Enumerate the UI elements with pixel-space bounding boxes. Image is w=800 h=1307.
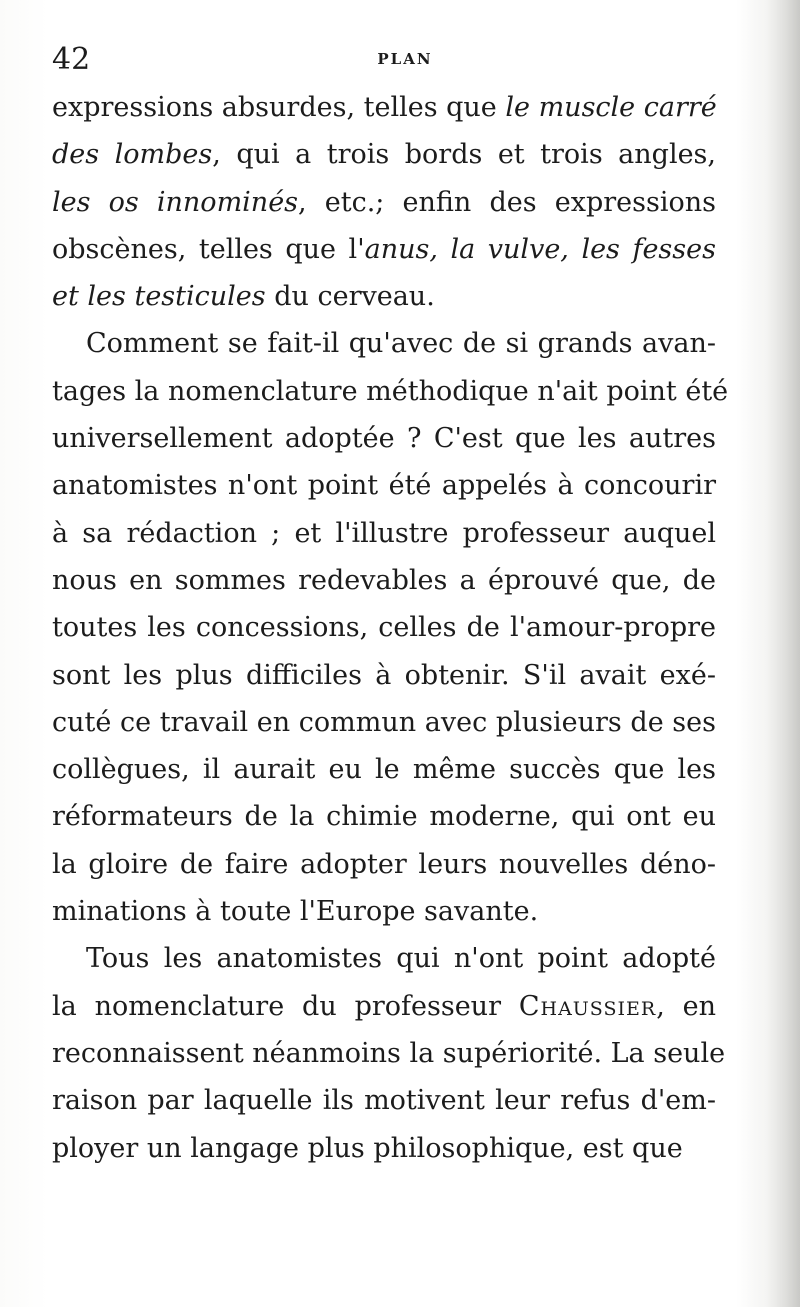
text-run: collègues, il aurait eu le même succès que les <box>52 754 716 786</box>
running-title: PLAN <box>377 50 433 68</box>
text-line <box>52 604 716 651</box>
text-run: ployer un langage plus philosophique, est que <box>52 1132 683 1164</box>
text-line <box>52 1125 716 1172</box>
small-caps-name: Chaussier <box>518 990 657 1022</box>
text-line <box>52 84 716 131</box>
text-run: minations à toute l'Europe savante. <box>52 896 539 928</box>
text-line <box>52 841 716 888</box>
text-line <box>52 462 716 509</box>
italic-text: des lombes <box>52 139 213 171</box>
text-line <box>52 1077 716 1124</box>
text-line <box>52 510 716 557</box>
text-line <box>52 415 716 462</box>
text-run: expressions absurdes, telles que <box>52 92 506 123</box>
text-run: universellement adoptée ? C'est que les autres <box>52 423 716 455</box>
text-line <box>52 557 716 604</box>
text-run: anatomistes n'ont point été appelés à concourir <box>52 470 716 502</box>
text-run: raison par laquelle ils motivent leur refus d'em- <box>52 1085 716 1117</box>
text-run: la nomenclature du professeur <box>52 990 519 1022</box>
text-line <box>52 179 716 226</box>
page-number: 42 <box>52 42 91 77</box>
text-run: à sa rédaction ; et l'illustre professeur auquel <box>52 517 716 549</box>
text-line <box>52 935 716 982</box>
text-line <box>52 320 716 367</box>
text-line <box>52 273 716 320</box>
text-line <box>52 746 716 793</box>
page-header <box>52 38 752 78</box>
text-line <box>52 888 716 935</box>
text-run: toutes les concessions, celles de l'amour-propre <box>52 612 716 644</box>
text-line <box>52 131 716 178</box>
text-run: Tous les anatomistes qui n'ont point adopté <box>86 943 716 975</box>
text-run: Comment se fait-il qu'avec de si grands avan- <box>86 328 716 360</box>
text-run: obscènes, telles que l' <box>52 233 365 265</box>
page-edge-shadow <box>766 0 800 1307</box>
text-run: la gloire de faire adopter leurs nouvelles déno- <box>52 848 716 880</box>
text-run: cuté ce travail en commun avec plusieurs de ses <box>52 706 716 738</box>
text-line <box>52 1030 726 1077</box>
text-run: du cerveau. <box>265 281 435 313</box>
text-run: tages la nomenclature méthodique n'ait point été <box>52 375 729 407</box>
text-line <box>52 226 716 273</box>
text-run: nous en sommes redevables a éprouvé que, de <box>52 564 716 596</box>
text-run: , etc.; enfin des expressions <box>298 186 716 218</box>
italic-text: le muscle carré <box>505 92 717 123</box>
text-line <box>52 652 716 699</box>
text-line <box>52 368 729 415</box>
text-line <box>52 983 716 1030</box>
italic-text: et les testicules <box>52 281 266 313</box>
italic-text: anus, la vulve, les fesses <box>364 233 716 265</box>
italic-text: les os innominés <box>52 186 299 218</box>
text-run: , qui a trois bords et trois angles, <box>212 139 716 171</box>
text-run: sont les plus difficiles à obtenir. S'il avait exé- <box>52 659 716 691</box>
text-line <box>52 793 716 840</box>
text-run: reconnaissent néanmoins la supériorité. La seule <box>52 1037 726 1069</box>
text-line <box>52 699 716 746</box>
text-run: , en <box>656 990 716 1022</box>
text-run: réformateurs de la chimie moderne, qui ont eu <box>52 801 716 833</box>
body-text <box>52 84 729 1172</box>
